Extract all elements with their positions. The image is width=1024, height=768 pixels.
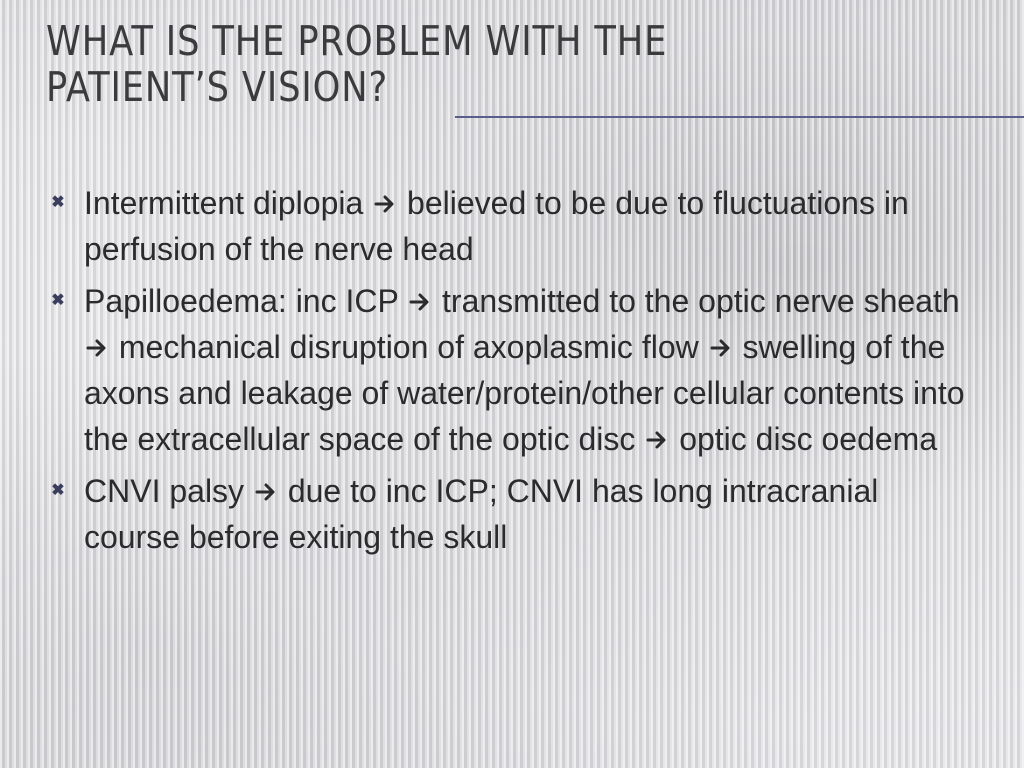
- right-arrow-icon: [409, 291, 431, 313]
- slide-title: WHAT IS THE PROBLEM WITH THE PATIENT’S VISION?: [46, 17, 668, 111]
- right-arrow-icon: [255, 481, 277, 503]
- right-arrow-icon: [710, 337, 732, 359]
- bullet-text-part: Papilloedema: inc ICP: [84, 283, 399, 319]
- x-mark-icon: ✖: [51, 194, 65, 211]
- bullet-text-part: CNVI palsy: [84, 473, 245, 509]
- title-underline: [455, 116, 1024, 118]
- bullet-text-part: transmitted to the optic nerve sheath: [442, 283, 960, 319]
- bullet-text-part: swelling of the axons and leakage of water/protein/other cellular contents into the extracellular space of the optic disc: [84, 329, 965, 457]
- bullet-text-part: Intermittent diplopia: [84, 185, 364, 221]
- bullet-item: [46, 180, 976, 272]
- x-mark-icon: ✖: [51, 482, 65, 499]
- right-arrow-icon: [374, 193, 396, 215]
- bullet-text-part: due to inc ICP; CNVI has long intracranial course before exiting the skull: [84, 473, 879, 555]
- right-arrow-icon: [86, 337, 108, 359]
- bullet-text-part: mechanical disruption of axoplasmic flow: [118, 329, 699, 365]
- bullet-item: [46, 278, 976, 462]
- bullet-item: [46, 468, 976, 560]
- bullet-text-part: optic disc oedema: [679, 421, 938, 457]
- x-mark-icon: ✖: [51, 292, 65, 309]
- bullet-list: [46, 180, 976, 566]
- bullet-text-part: believed to be due to fluctuations in perfusion of the nerve head: [84, 185, 909, 267]
- right-arrow-icon: [646, 429, 668, 451]
